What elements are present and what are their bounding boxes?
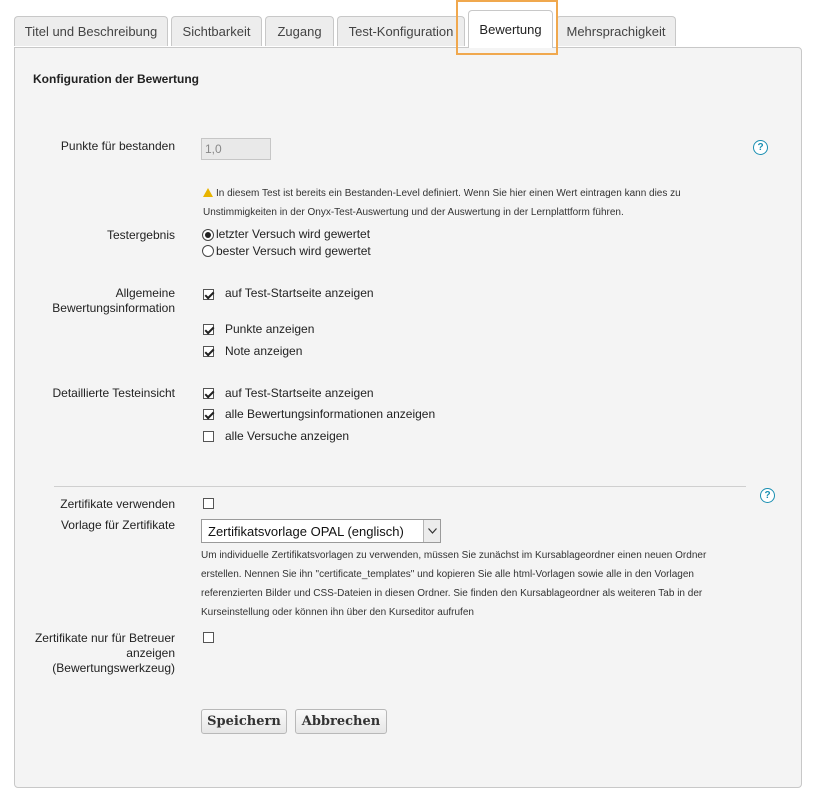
warning-text-line1: In diesem Test ist bereits ein Bestanden-Level definiert. Wenn Sie hier einen Wert eintragen kann dies zu	[216, 188, 681, 199]
tab-label: Sichtbarkeit	[182, 24, 251, 39]
points-label: Punkte für bestanden	[60, 139, 175, 153]
radio-letzter-versuch-label: letzter Versuch wird gewertet	[216, 227, 371, 241]
radio-letzter-versuch[interactable]	[202, 229, 214, 241]
allgemeine-label-line1: Allgemeine	[115, 286, 175, 300]
checkbox-allg-startseite[interactable]	[203, 289, 214, 300]
allgemeine-label-line2: Bewertungsinformation	[52, 301, 175, 315]
betreuer-label	[35, 631, 175, 676]
zertifikate-hint	[201, 546, 761, 622]
tab-label: Bewertung	[479, 22, 542, 37]
tab-zugang[interactable]	[265, 16, 334, 46]
checkbox-note-anzeigen[interactable]	[203, 346, 214, 357]
checkbox-zertifikate-verwenden[interactable]	[203, 498, 214, 509]
help-icon[interactable]: ?	[760, 488, 775, 503]
testergebnis-label: Testergebnis	[106, 228, 175, 242]
cancel-button[interactable]: Abbrechen	[295, 709, 387, 734]
allgemeine-label	[52, 286, 175, 316]
chevron-down-icon	[423, 520, 440, 542]
help-icon[interactable]: ?	[753, 140, 768, 155]
tab-bewertung[interactable]	[468, 10, 553, 48]
checkbox-detail-startseite[interactable]	[203, 388, 214, 399]
hint-line: Kurseinstellung oder können ihn über den Kurseditor aufrufen	[201, 607, 474, 618]
hint-line: referenzierten Bilder und CSS-Dateien in diesen Ordner. Sie finden den Kursablageordner als weiteren Tab in der	[201, 588, 703, 599]
tab-label: Zugang	[277, 24, 322, 39]
tab-sichtbarkeit[interactable]	[171, 16, 262, 46]
betreuer-label-line3: (Bewertungswerkzeug)	[52, 661, 175, 675]
points-warning	[203, 184, 681, 222]
detailliert-label: Detaillierte Testeinsicht	[52, 386, 175, 400]
checkbox-zertifikate-betreuer[interactable]	[203, 632, 214, 643]
tab-label: Test-Konfiguration	[348, 24, 454, 39]
radio-bester-versuch-label: bester Versuch wird gewertet	[216, 244, 371, 258]
hint-line: Um individuelle Zertifikatsvorlagen zu verwenden, müssen Sie zunächst im Kursablageordner einen neuen Ordner	[201, 550, 707, 561]
tab-test-konfiguration[interactable]	[337, 16, 465, 46]
checkbox-punkte-anzeigen-label: Punkte anzeigen	[225, 322, 315, 336]
warning-text-line2: Unstimmigkeiten in der Onyx-Test-Auswertung und der Auswertung in der Lernplattform führen.	[203, 207, 624, 218]
tab-titel-und-beschreibung[interactable]	[14, 16, 168, 46]
checkbox-punkte-anzeigen[interactable]	[203, 324, 214, 335]
save-button[interactable]: Speichern	[201, 709, 287, 734]
checkbox-alle-bewertungsinfos[interactable]	[203, 409, 214, 420]
betreuer-label-line1: Zertifikate nur für Betreuer	[34, 631, 175, 645]
zertifikate-verwenden-label: Zertifikate verwenden	[60, 497, 175, 511]
vorlage-select-value: Zertifikatsvorlage OPAL (englisch)	[208, 523, 404, 539]
section-title: Konfiguration der Bewertung	[33, 72, 199, 86]
tab-bar	[14, 0, 814, 48]
hint-line: erstellen. Nennen Sie ihn "certificate_templates" und kopieren Sie alle html-Vorlagen sowie alle in den Vorlagen	[201, 569, 694, 580]
vorlage-label: Vorlage für Zertifikate	[60, 518, 175, 532]
tab-mehrsprachigkeit[interactable]	[556, 16, 676, 46]
checkbox-alle-versuche-label: alle Versuche anzeigen	[225, 429, 350, 443]
checkbox-alle-versuche[interactable]	[203, 431, 214, 442]
tab-label: Titel und Beschreibung	[24, 24, 158, 39]
checkbox-alle-bewertungsinfos-label: alle Bewertungsinformationen anzeigen	[225, 407, 436, 421]
divider	[54, 486, 746, 487]
tab-label: Mehrsprachigkeit	[566, 24, 666, 39]
warning-icon	[203, 188, 213, 197]
vorlage-select[interactable]	[201, 519, 441, 543]
checkbox-note-anzeigen-label: Note anzeigen	[225, 344, 303, 358]
radio-bester-versuch[interactable]	[202, 245, 214, 257]
checkbox-detail-startseite-label: auf Test-Startseite anzeigen	[225, 386, 374, 400]
betreuer-label-line2: anzeigen	[126, 646, 175, 660]
checkbox-allg-startseite-label: auf Test-Startseite anzeigen	[225, 286, 374, 300]
points-input[interactable]	[201, 138, 271, 160]
